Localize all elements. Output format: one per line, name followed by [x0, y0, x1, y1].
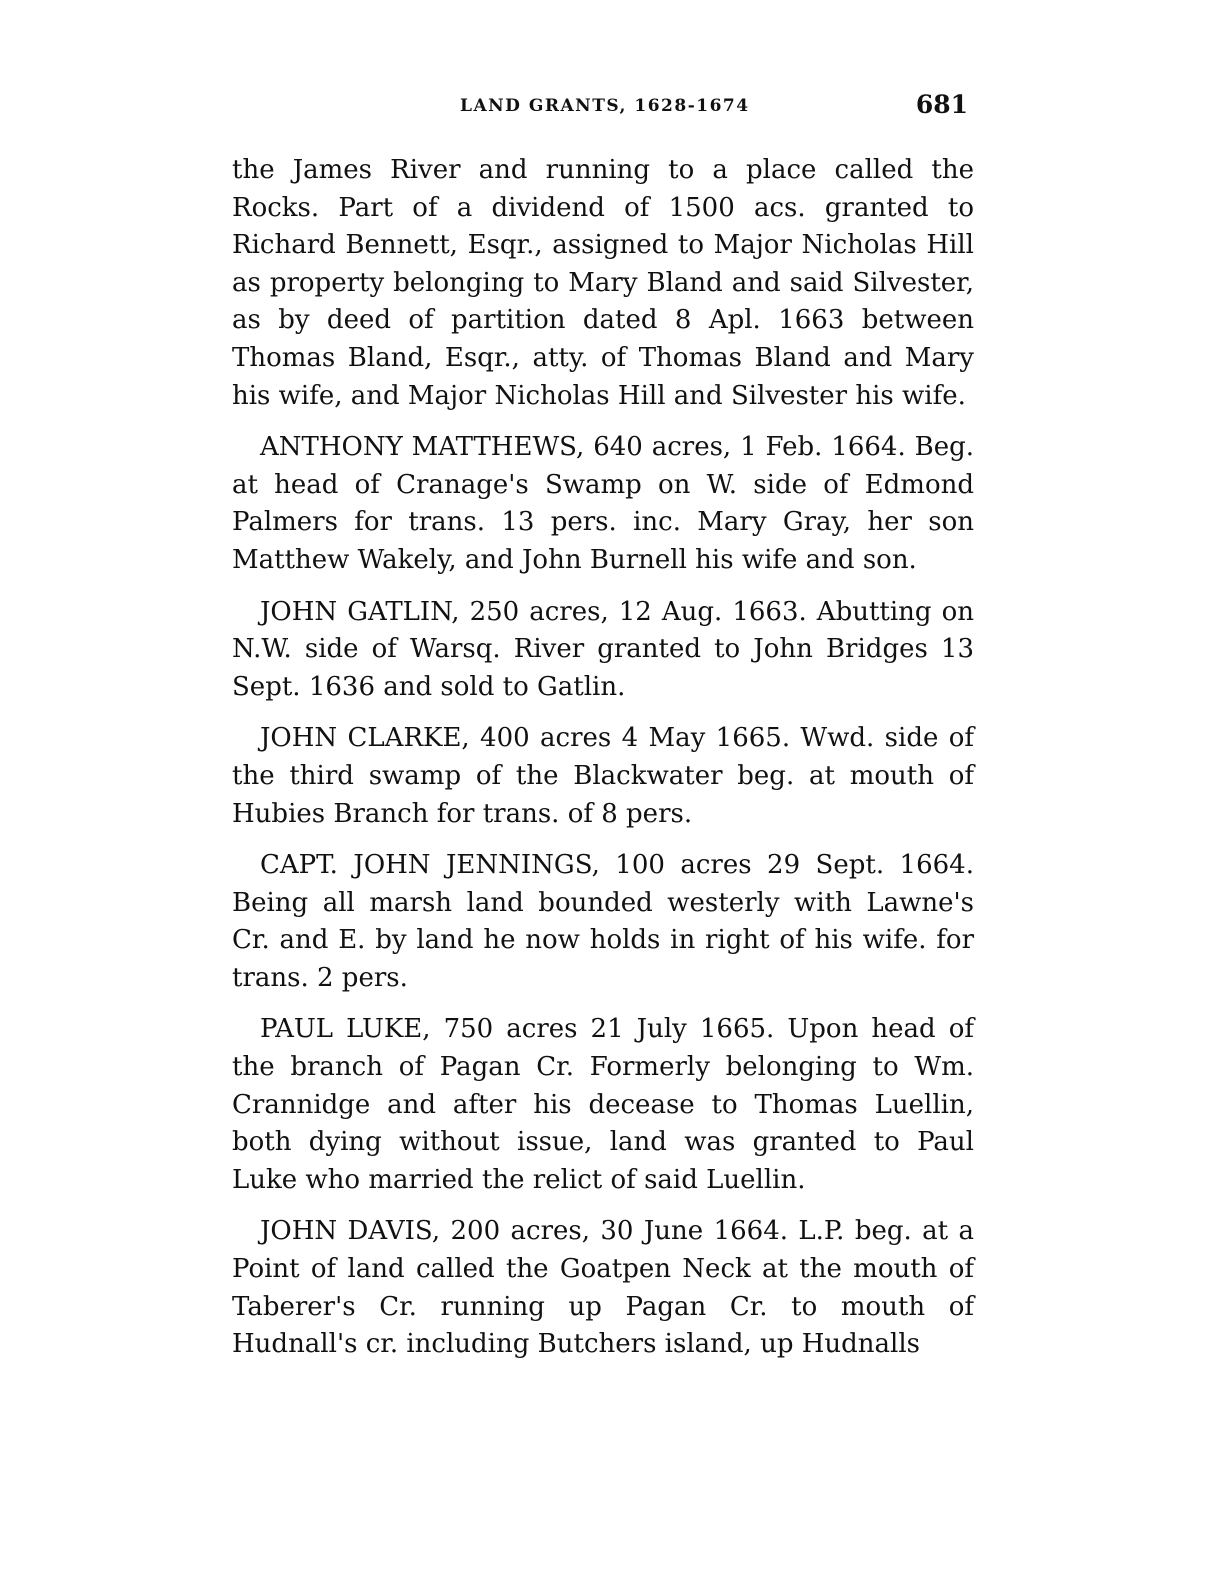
grant-entry-anthony-matthews: ANTHONY MATTHEWS, 640 acres, 1 Feb. 1664. Beg. at head of Cranage's Swamp on W. side of Edmond Palmers for trans. 13 pers. inc. Mary Gray, her son Matthew Wakely, and John Burnell his wife and son. [232, 432, 974, 575]
page-number: 681 [915, 90, 968, 119]
paragraph-continuation: the James River and running to a place called the Rocks. Part of a dividend of 1500 acs. granted to Richard Bennett, Esqr., assigned to Major Nicholas Hill as property belonging to Mary Bland and said Silvester, as by deed of partition dated 8 Apl. 1663 between Thomas Bland, Esqr., atty. of Thomas Bland and Mary his wife, and Major Nicholas Hill and Silvester his wife. [232, 155, 974, 411]
grant-entry-john-jennings: CAPT. JOHN JENNINGS, 100 acres 29 Sept. 1664. Being all marsh land bounded westerly with Lawne's Cr. and E. by land he now holds in right of his wife. for trans. 2 pers. [232, 850, 974, 993]
running-header [232, 90, 972, 124]
grant-entry-paul-luke: PAUL LUKE, 750 acres 21 July 1665. Upon head of the branch of Pagan Cr. Formerly belonging to Wm. Crannidge and after his decease to Thomas Luellin, both dying without issue, land was granted to Paul Luke who married the relict of said Luellin. [232, 1014, 974, 1195]
grant-entry-john-gatlin: JOHN GATLIN, 250 acres, 12 Aug. 1663. Abutting on N.W. side of Warsq. River granted to John Bridges 13 Sept. 1636 and sold to Gatlin. [232, 596, 974, 702]
grant-entry-john-davis: JOHN DAVIS, 200 acres, 30 June 1664. L.P. beg. at a Point of land called the Goatpen Neck at the mouth of Taberer's Cr. running up Pagan Cr. to mouth of Hudnall's cr. including Butchers island, up Hudnalls [232, 1216, 974, 1360]
body-text [232, 152, 974, 1378]
grant-entry-john-clarke: JOHN CLARKE, 400 acres 4 May 1665. Wwd. side of the third swamp of the Blackwater beg. at mouth of Hubies Branch for trans. of 8 pers. [232, 723, 974, 829]
running-title: LAND GRANTS, 1628-1674 [460, 96, 750, 116]
